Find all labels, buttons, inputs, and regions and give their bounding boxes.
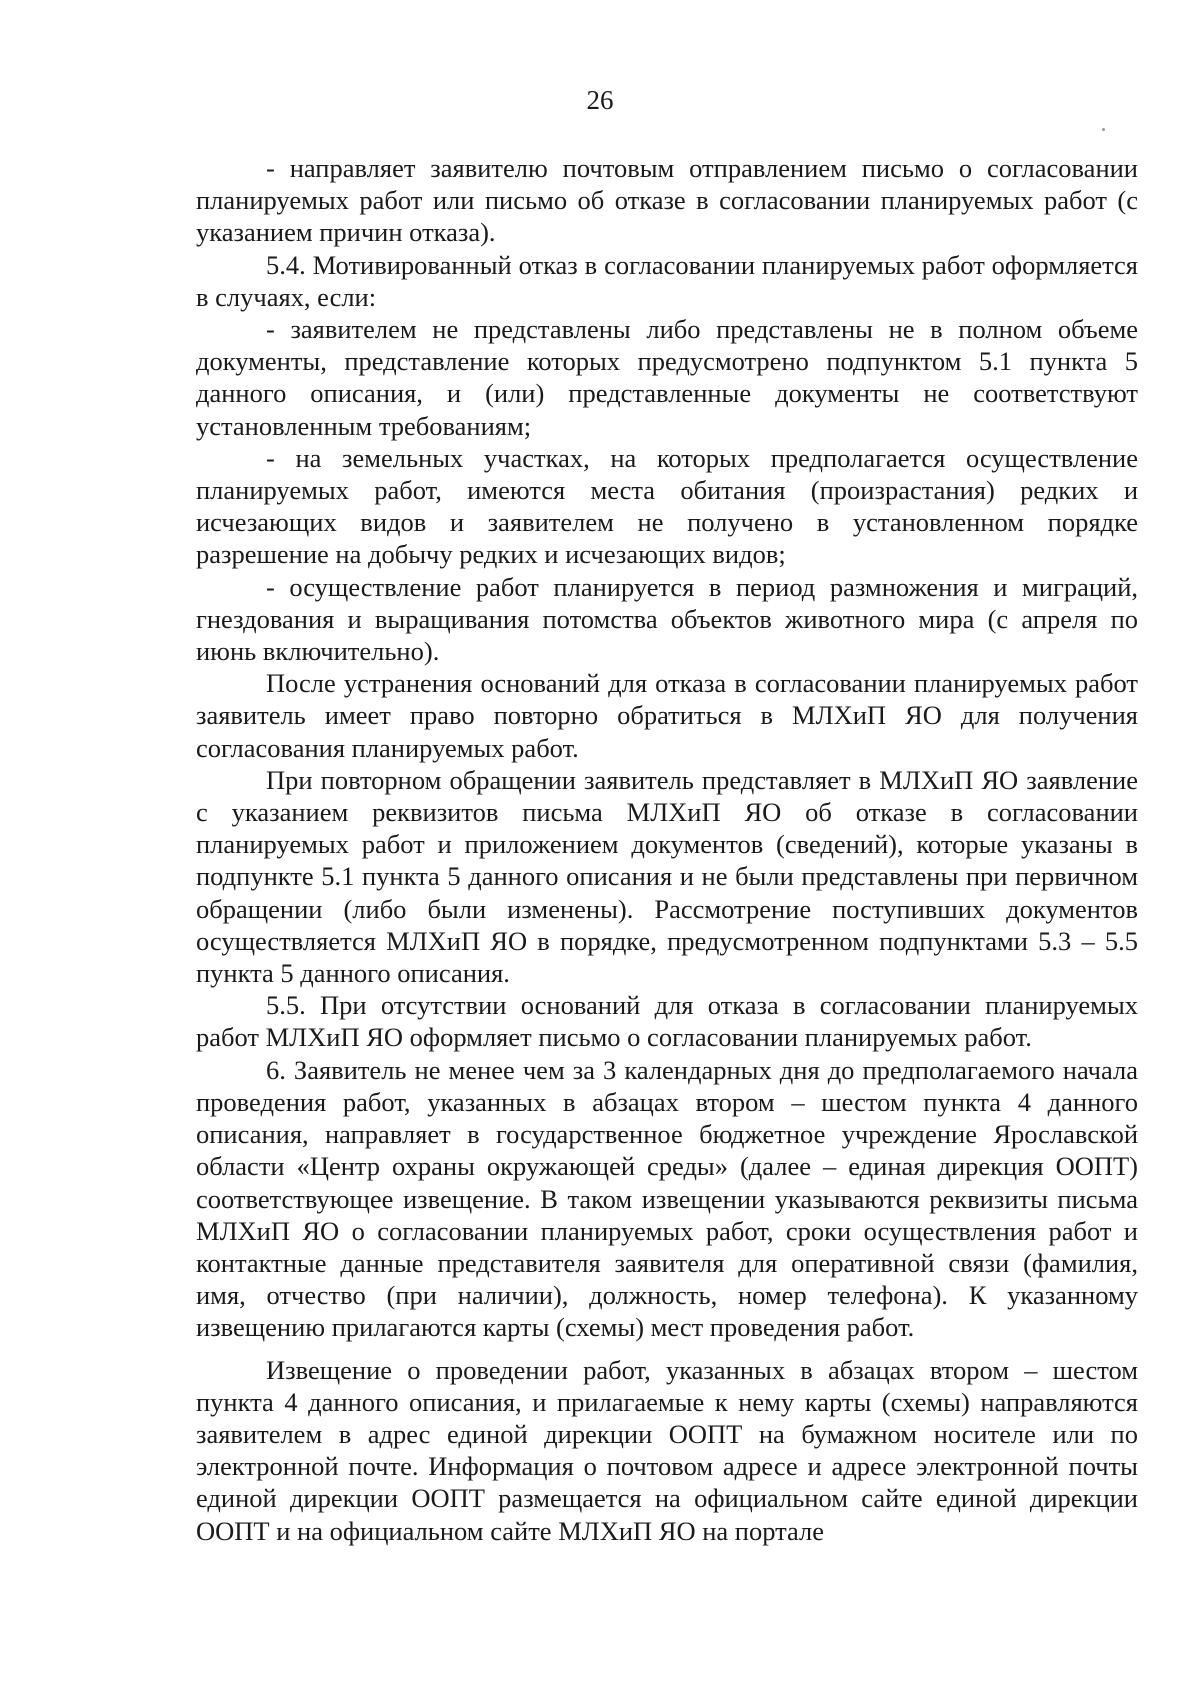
scan-artifact-dot <box>1102 128 1105 131</box>
paragraph-5-5-approval: 5.5. При отсутствии оснований для отказа в согласовании планируемых работ МЛХиП ЯО оформляет письмо о согласовании планируемых работ. <box>196 990 1138 1053</box>
paragraph-notification-sent: - направляет заявителю почтовым отправлением письмо о согласовании планируемых работ или письмо об отказе в согласовании планируемых работ (с указанием причин отказа). <box>196 153 1138 248</box>
page-number: 26 <box>586 85 614 115</box>
paragraph-repeat-application-details: При повторном обращении заявитель представляет в МЛХиП ЯО заявление с указанием реквизитов письма МЛХиП ЯО об отказе в согласовании планируемых работ и приложением документов (сведений), которые указаны в подпункте 5.1 пункта 5 данного описания и не были представлены при первичном обращении (либо были изменены). Рассмотрение поступивших документов осуществляется МЛХиП ЯО в порядке, предусмотренном подпунктами 5.3 – 5.5 пункта 5 данного описания. <box>196 764 1138 989</box>
paragraph-refusal-reason-breeding: - осуществление работ планируется в период размножения и миграций, гнездования и выращивания потомства объектов животного мира (с апреля по июнь включительно). <box>196 571 1138 667</box>
paragraph-refusal-reason-documents: - заявителем не представлены либо представлены не в полном объеме документы, представление которых предусмотрено подпунктом 5.1 пункта 5 данного описания, и (или) представленные документы не соответствуют установленным требованиям; <box>196 314 1138 441</box>
paragraph-5-4-refusal: 5.4. Мотивированный отказ в согласовании планируемых работ оформляется в случаях, если: <box>196 249 1138 312</box>
paragraph-notice-delivery: Извещение о проведении работ, указанных в абзацах втором – шестом пункта 4 данного описания, и прилагаемые к нему карты (схемы) направляются заявителем в адрес единой дирекции ООПТ на бумажном носителе или по электронной почте. Информация о почтовом адресе и адресе электронной почты единой дирекции ООПТ размещается на официальном сайте единой дирекции ООПТ и на официальном сайте МЛХиП ЯО на портале <box>196 1354 1138 1546</box>
paragraph-6-notice: 6. Заявитель не менее чем за 3 календарных дня до предполагаемого начала проведения работ, указанных в абзацах втором – шестом пункта 4 данного описания, направляет в государственное бюджетное учреждение Ярославской области «Центр охраны окружающей среды» (далее – единая дирекция ООПТ) соответствующее извещение. В таком извещении указываются реквизиты письма МЛХиП ЯО о согласовании планируемых работ, сроки осуществления работ и контактные данные представителя заявителя для оперативной связи (фамилия, имя, отчество (при наличии), должность, номер телефона). К указанному извещению прилагаются карты (схемы) мест проведения работ. <box>196 1054 1138 1343</box>
document-body <box>196 152 1138 1547</box>
paragraph-repeat-application: После устранения оснований для отказа в согласовании планируемых работ заявитель имеет право повторно обратиться в МЛХиП ЯО для получения согласования планируемых работ. <box>196 668 1138 763</box>
paragraph-refusal-reason-habitats: - на земельных участках, на которых предполагается осуществление планируемых работ, имеются места обитания (произрастания) редких и исчезающих видов и заявителем не получено в установленном порядке разрешение на добычу редких и исчезающих видов; <box>196 442 1138 570</box>
